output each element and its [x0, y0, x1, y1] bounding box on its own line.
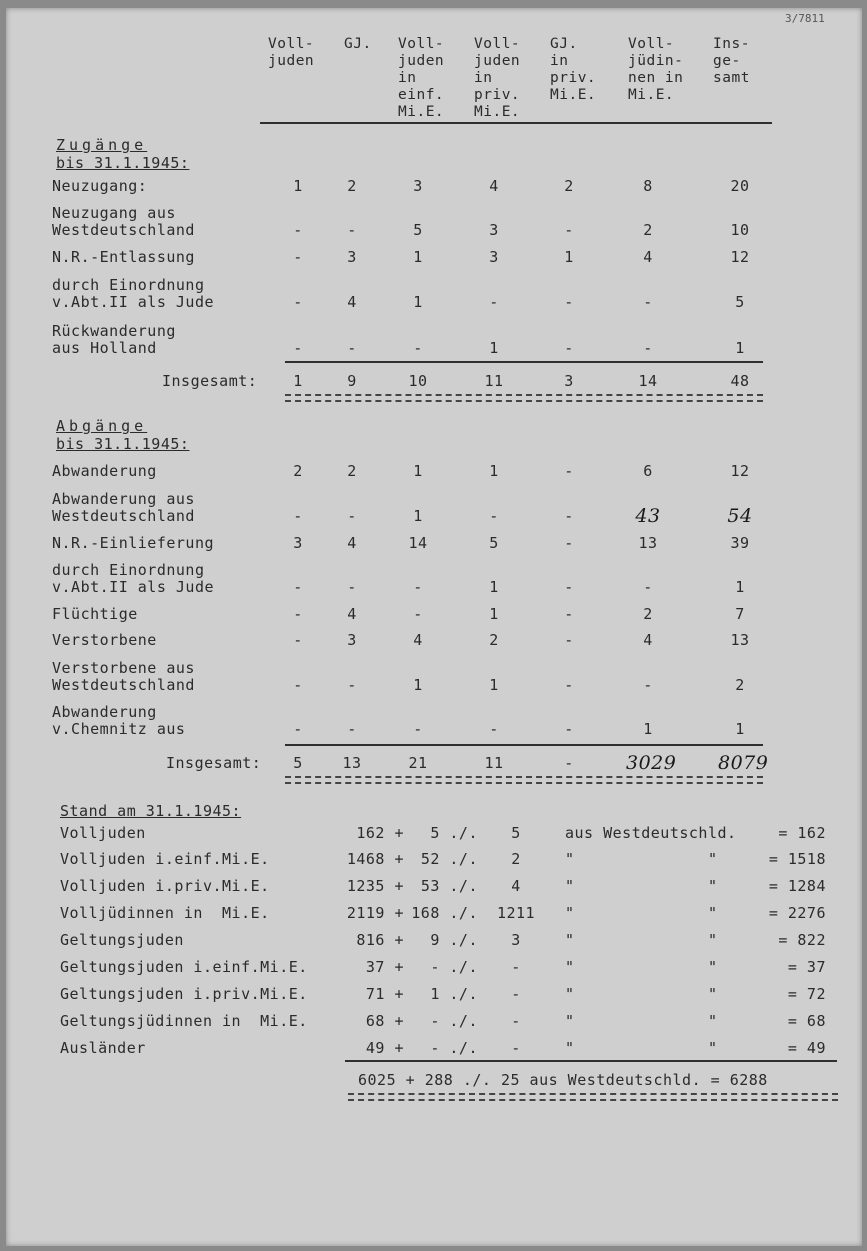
column-header-line: Voll-	[474, 36, 521, 52]
abgaenge-cell: 7	[735, 605, 745, 623]
stand-note: " "	[565, 1039, 718, 1057]
abgaenge-row-label: Abwanderung	[52, 462, 157, 480]
stand-removed: 1211	[496, 904, 536, 922]
abgaenge-cell: -	[643, 578, 653, 596]
abgaenge-row-label: Verstorbene aus	[52, 659, 195, 677]
stand-title: Stand am 31.1.1945:	[60, 802, 242, 820]
column-header-line: Mi.E.	[398, 104, 445, 120]
stand-removed: 4	[511, 877, 521, 895]
zugaenge-cell: 20	[730, 177, 750, 195]
zugaenge-cell: -	[293, 221, 303, 239]
abgaenge-cell: 1	[489, 605, 499, 623]
zugaenge-total-cell: 10	[408, 372, 428, 390]
stand-result: = 49	[787, 1039, 826, 1057]
abgaenge-cell: 2	[643, 605, 653, 623]
stand-result: = 72	[787, 985, 826, 1003]
column-header-line: priv.	[550, 70, 597, 86]
stand-added: - ./.	[430, 958, 478, 976]
abgaenge-cell: -	[564, 631, 574, 649]
abgaenge-total-label: Insgesamt:	[166, 754, 262, 772]
stand-count: 71 +	[365, 985, 404, 1003]
zugaenge-total-cell: 14	[638, 372, 658, 390]
abgaenge-cell: 13	[730, 631, 750, 649]
stand-removed: -	[511, 1012, 521, 1030]
zugaenge-cell: 1	[735, 339, 745, 357]
zugaenge-total-cell: 3	[564, 372, 574, 390]
zugaenge-cell: 12	[730, 248, 750, 266]
stand-note: " "	[565, 877, 718, 895]
abgaenge-cell: -	[489, 507, 499, 525]
stand-count: 1468 +	[346, 850, 404, 868]
zugaenge-row-label: Neuzugang aus	[52, 204, 176, 222]
stand-sum-rule	[345, 1060, 837, 1062]
abgaenge-cell: 1	[735, 578, 745, 596]
stand-added: - ./.	[430, 1012, 478, 1030]
column-header-line: nen in	[628, 70, 684, 86]
zugaenge-cell: -	[564, 339, 574, 357]
stand-total: 6025 + 288 ./. 25 aus Westdeutschld. = 6288	[358, 1071, 768, 1089]
archive-reference: 3/7811	[785, 12, 825, 25]
stand-note: " "	[565, 958, 718, 976]
abgaenge-row-label: v.Chemnitz aus	[52, 720, 186, 738]
zugaenge-cell: 5	[413, 221, 423, 239]
stand-result: = 37	[787, 958, 826, 976]
zugaenge-cell: 2	[643, 221, 653, 239]
stand-removed: 5	[511, 824, 521, 842]
stand-count: 49 +	[365, 1039, 404, 1057]
abgaenge-cell: 4	[643, 631, 653, 649]
abgaenge-row-label: Abwanderung aus	[52, 490, 195, 508]
abgaenge-total-handwritten: 8079	[718, 752, 769, 774]
document-page	[6, 8, 862, 1246]
column-header-line: ge-	[713, 53, 741, 69]
column-header-line: juden	[398, 53, 445, 69]
stand-removed: -	[511, 985, 521, 1003]
stand-added: 9 ./.	[430, 931, 478, 949]
zugaenge-cell: 3	[489, 221, 499, 239]
stand-removed: 3	[511, 931, 521, 949]
zugaenge-cell: -	[293, 248, 303, 266]
stand-result: = 1518	[768, 850, 826, 868]
zugaenge-cell: -	[347, 221, 357, 239]
zugaenge-cell: 5	[735, 293, 745, 311]
abgaenge-cell: 1	[735, 720, 745, 738]
stand-count: 2119 +	[346, 904, 404, 922]
column-header-line: GJ.	[550, 36, 578, 52]
zugaenge-cell: 3	[413, 177, 423, 195]
stand-count: 68 +	[365, 1012, 404, 1030]
zugaenge-total-cell: 1	[293, 372, 303, 390]
zugaenge-row-label: aus Holland	[52, 339, 157, 357]
abgaenge-cell: 2	[347, 462, 357, 480]
abgaenge-cell: 1	[413, 676, 423, 694]
abgaenge-cell: -	[293, 676, 303, 694]
column-header-line: Voll-	[268, 36, 315, 52]
zugaenge-cell: -	[564, 221, 574, 239]
stand-row-label: Volljüdinnen in Mi.E.	[60, 904, 270, 922]
abgaenge-cell: -	[489, 720, 499, 738]
column-header-line: in	[550, 53, 569, 69]
zugaenge-cell: 10	[730, 221, 750, 239]
abgaenge-cell: -	[564, 462, 574, 480]
column-header-line: Mi.E.	[628, 87, 675, 103]
stand-row-label: Volljuden i.einf.Mi.E.	[60, 850, 270, 868]
stand-added: 168 ./.	[411, 904, 478, 922]
abgaenge-cell: -	[564, 578, 574, 596]
abgaenge-cell: 3	[347, 631, 357, 649]
zugaenge-cell: -	[293, 293, 303, 311]
stand-result: = 162	[778, 824, 826, 842]
zugaenge-cell: -	[413, 339, 423, 357]
abgaenge-row-label: Westdeutschland	[52, 676, 195, 694]
zugaenge-cell: 3	[489, 248, 499, 266]
column-header-line: juden	[474, 53, 521, 69]
zugaenge-total-cell: 9	[347, 372, 357, 390]
zugaenge-cell: 1	[293, 177, 303, 195]
abgaenge-row-label: Abwanderung	[52, 703, 157, 721]
abgaenge-cell: -	[564, 676, 574, 694]
stand-row-label: Geltungsjuden i.einf.Mi.E.	[60, 958, 308, 976]
abgaenge-cell: 14	[408, 534, 428, 552]
stand-count: 162 +	[356, 824, 404, 842]
stand-row-label: Ausländer	[60, 1039, 146, 1057]
column-header-line: in	[474, 70, 493, 86]
abgaenge-cell: -	[293, 631, 303, 649]
abgaenge-row-label: Flüchtige	[52, 605, 138, 623]
abgaenge-total-handwritten: 3029	[626, 752, 677, 774]
abgaenge-row-label: Westdeutschland	[52, 507, 195, 525]
zugaenge-row-label: Westdeutschland	[52, 221, 195, 239]
stand-result: = 2276	[768, 904, 826, 922]
zugaenge-cell: 1	[413, 293, 423, 311]
abgaenge-cell: -	[347, 507, 357, 525]
stand-added: 53 ./.	[420, 877, 478, 895]
abgaenge-double-rule	[285, 776, 763, 784]
abgaenge-cell: 39	[730, 534, 750, 552]
abgaenge-cell: 2	[735, 676, 745, 694]
zugaenge-total-cell: 11	[484, 372, 504, 390]
column-header-line: juden	[268, 53, 315, 69]
stand-row-label: Geltungsjuden	[60, 931, 184, 949]
zugaenge-double-rule	[285, 394, 763, 402]
abgaenge-subtitle: bis 31.1.1945:	[56, 435, 190, 453]
stand-note: " "	[565, 931, 718, 949]
stand-result: = 822	[778, 931, 826, 949]
abgaenge-total-cell: -	[564, 754, 574, 772]
abgaenge-cell: -	[413, 720, 423, 738]
column-header-line: Voll-	[628, 36, 675, 52]
abgaenge-cell: 4	[347, 605, 357, 623]
zugaenge-cell: 1	[564, 248, 574, 266]
abgaenge-cell: 1	[413, 462, 423, 480]
abgaenge-sum-rule	[285, 744, 763, 746]
zugaenge-cell: 2	[347, 177, 357, 195]
abgaenge-cell: 1	[643, 720, 653, 738]
column-header-line: jüdin-	[628, 53, 684, 69]
column-header-line: Voll-	[398, 36, 445, 52]
abgaenge-cell: -	[643, 676, 653, 694]
abgaenge-row-label: N.R.-Einlieferung	[52, 534, 215, 552]
zugaenge-subtitle: bis 31.1.1945:	[56, 154, 190, 172]
abgaenge-cell: -	[293, 507, 303, 525]
column-header-line: priv.	[474, 87, 521, 103]
abgaenge-cell: -	[347, 578, 357, 596]
abgaenge-cell: 6	[643, 462, 653, 480]
zugaenge-cell: -	[293, 339, 303, 357]
column-header-line: samt	[713, 70, 750, 86]
stand-removed: -	[511, 958, 521, 976]
stand-note: " "	[565, 985, 718, 1003]
stand-row-label: Geltungsjüdinnen in Mi.E.	[60, 1012, 308, 1030]
stand-result: = 68	[787, 1012, 826, 1030]
abgaenge-total-cell: 11	[484, 754, 504, 772]
column-header-line: Mi.E.	[474, 104, 521, 120]
abgaenge-cell: -	[293, 578, 303, 596]
abgaenge-row-label: v.Abt.II als Jude	[52, 578, 215, 596]
column-header-line: Ins-	[713, 36, 750, 52]
stand-note: " "	[565, 1012, 718, 1030]
stand-count: 37 +	[365, 958, 404, 976]
zugaenge-cell: 3	[347, 248, 357, 266]
abgaenge-cell: 1	[489, 578, 499, 596]
abgaenge-cell: -	[413, 605, 423, 623]
zugaenge-cell: 4	[347, 293, 357, 311]
stand-note: " "	[565, 850, 718, 868]
header-rule	[260, 122, 772, 124]
zugaenge-cell: 8	[643, 177, 653, 195]
zugaenge-cell: 4	[489, 177, 499, 195]
stand-removed: -	[511, 1039, 521, 1057]
zugaenge-cell: -	[347, 339, 357, 357]
stand-added: 52 ./.	[420, 850, 478, 868]
abgaenge-cell: 3	[293, 534, 303, 552]
abgaenge-cell: -	[293, 605, 303, 623]
abgaenge-cell: 1	[413, 507, 423, 525]
zugaenge-cell: -	[643, 293, 653, 311]
stand-row-label: Volljuden	[60, 824, 146, 842]
column-header-line: GJ.	[344, 36, 372, 52]
stand-added: 1 ./.	[430, 985, 478, 1003]
zugaenge-row-label: Rückwanderung	[52, 322, 176, 340]
abgaenge-cell: 2	[489, 631, 499, 649]
zugaenge-cell: -	[489, 293, 499, 311]
stand-added: 5 ./.	[430, 824, 478, 842]
abgaenge-cell: 4	[347, 534, 357, 552]
zugaenge-cell: 4	[643, 248, 653, 266]
abgaenge-total-cell: 5	[293, 754, 303, 772]
abgaenge-cell-handwritten: 54	[727, 505, 753, 527]
stand-double-rule	[348, 1093, 838, 1101]
abgaenge-cell: 1	[489, 676, 499, 694]
abgaenge-cell-handwritten: 43	[635, 505, 661, 527]
stand-row-label: Volljuden i.priv.Mi.E.	[60, 877, 270, 895]
stand-count: 816 +	[356, 931, 404, 949]
stand-added: - ./.	[430, 1039, 478, 1057]
abgaenge-cell: -	[293, 720, 303, 738]
column-header-line: einf.	[398, 87, 445, 103]
zugaenge-row-label: durch Einordnung	[52, 276, 205, 294]
abgaenge-total-cell: 21	[408, 754, 428, 772]
abgaenge-cell: 12	[730, 462, 750, 480]
zugaenge-total-label: Insgesamt:	[162, 372, 258, 390]
stand-result: = 1284	[768, 877, 826, 895]
abgaenge-total-cell: 13	[342, 754, 362, 772]
stand-row-label: Geltungsjuden i.priv.Mi.E.	[60, 985, 308, 1003]
abgaenge-cell: -	[564, 605, 574, 623]
abgaenge-cell: 2	[293, 462, 303, 480]
abgaenge-cell: 5	[489, 534, 499, 552]
column-header-line: Mi.E.	[550, 87, 597, 103]
zugaenge-row-label: N.R.-Entlassung	[52, 248, 195, 266]
zugaenge-row-label: Neuzugang:	[52, 177, 148, 195]
zugaenge-cell: -	[564, 293, 574, 311]
abgaenge-cell: -	[564, 507, 574, 525]
abgaenge-row-label: Verstorbene	[52, 631, 157, 649]
abgaenge-cell: -	[347, 720, 357, 738]
zugaenge-cell: 1	[489, 339, 499, 357]
zugaenge-cell: 2	[564, 177, 574, 195]
stand-removed: 2	[511, 850, 521, 868]
abgaenge-row-label: durch Einordnung	[52, 561, 205, 579]
zugaenge-sum-rule	[285, 361, 763, 363]
abgaenge-cell: -	[564, 534, 574, 552]
zugaenge-total-cell: 48	[730, 372, 750, 390]
zugaenge-cell: -	[643, 339, 653, 357]
abgaenge-cell: 4	[413, 631, 423, 649]
abgaenge-title: Abgänge	[56, 417, 148, 435]
zugaenge-row-label: v.Abt.II als Jude	[52, 293, 215, 311]
abgaenge-cell: -	[347, 676, 357, 694]
stand-note: " "	[565, 904, 718, 922]
zugaenge-cell: 1	[413, 248, 423, 266]
zugaenge-title: Zugänge	[56, 136, 148, 154]
stand-note: aus Westdeutschld.	[565, 824, 737, 842]
abgaenge-cell: -	[564, 720, 574, 738]
stand-count: 1235 +	[346, 877, 404, 895]
column-header-line: in	[398, 70, 417, 86]
abgaenge-cell: 1	[489, 462, 499, 480]
abgaenge-cell: -	[413, 578, 423, 596]
abgaenge-cell: 13	[638, 534, 658, 552]
